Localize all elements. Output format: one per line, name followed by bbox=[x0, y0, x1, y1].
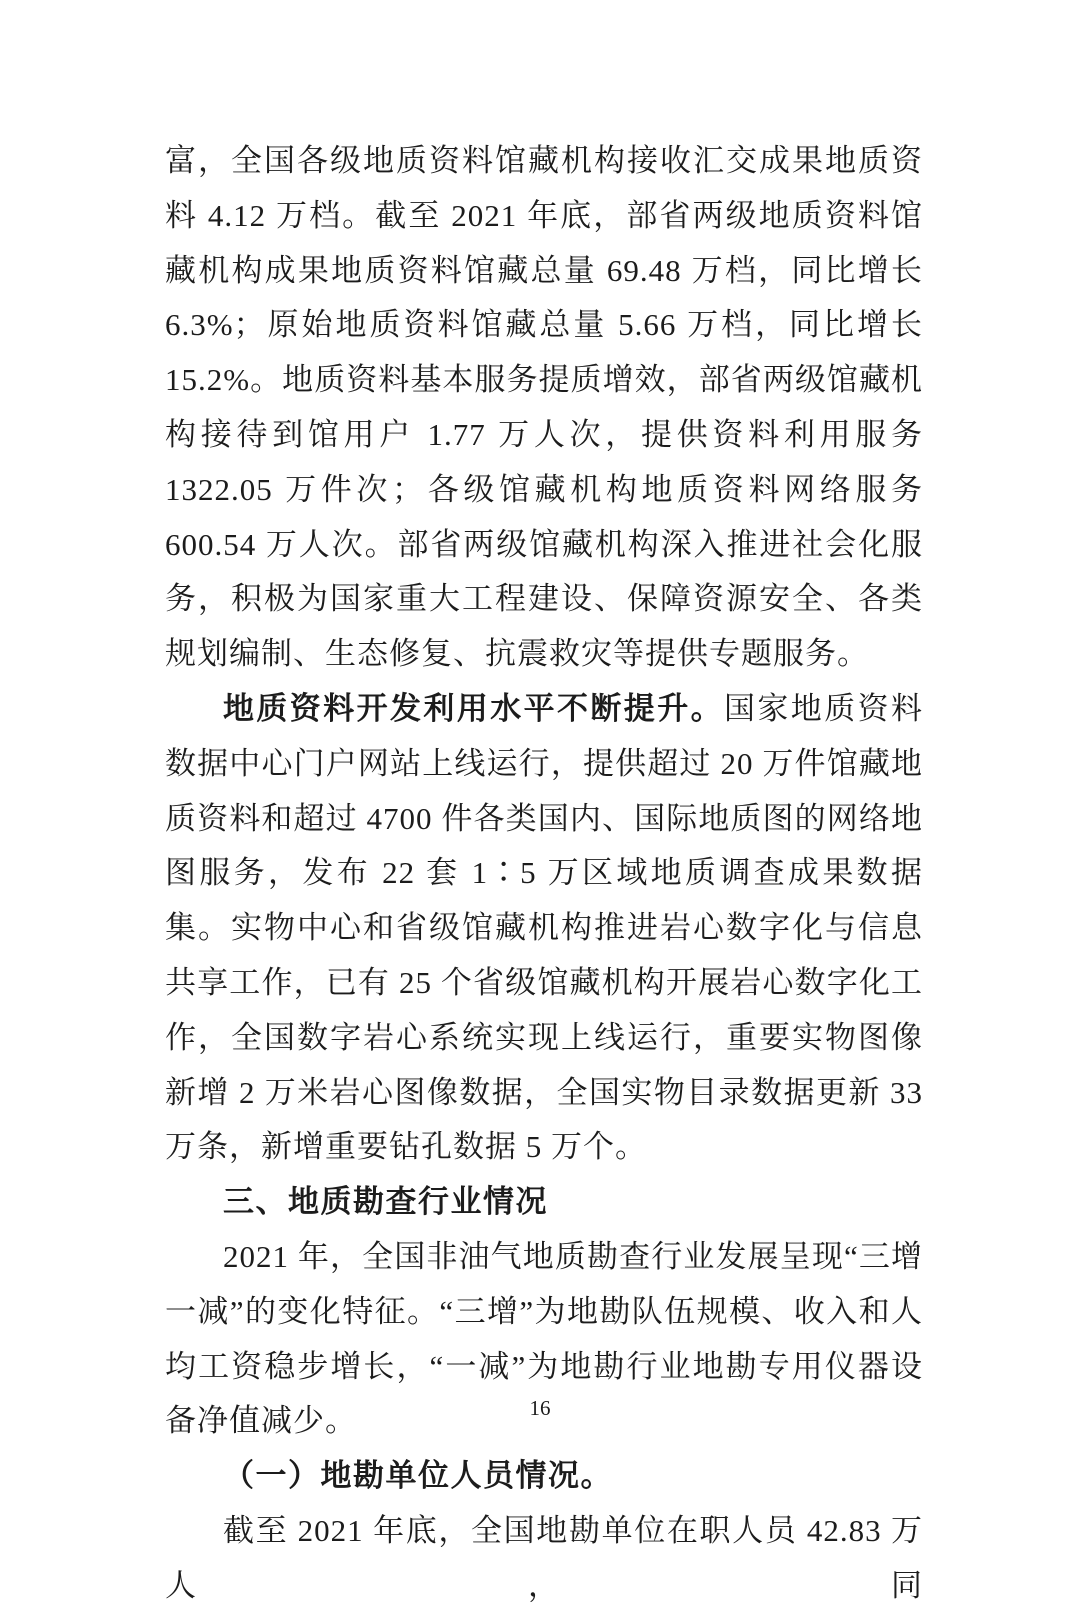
paragraph-personnel bbox=[165, 1504, 923, 1614]
text-column bbox=[165, 134, 923, 1614]
paragraph-text: 国家地质资料数据中心门户网站上线运行，提供超过 20 万件馆藏地质资料和超过 4700 件各类国内、国际地质图的网络地图服务，发布 22 套 1∶5 万区域地质调查成果数据集。实物中心和省级馆藏机构推进岩心数字化与信息共享工作，已有 25 个省级馆藏机构开展岩心数字化工作，全国数字岩心系统实现上线运行，重要实物图像新增 2 万米岩心图像数据，全国实物目录数据更新 33 万条，新增重要钻孔数据 5 万个。 bbox=[165, 690, 923, 1165]
subsection-heading-personnel: （一）地勘单位人员情况。 bbox=[223, 1458, 613, 1494]
paragraph-text: 截至 2021 年底，全国地勘单位在职人员 42.83 万人，同 bbox=[165, 1512, 923, 1603]
section-heading-geological-survey-industry: 三、地质勘查行业情况 bbox=[223, 1184, 548, 1220]
paragraph-text: 富，全国各级地质资料馆藏机构接收汇交成果地质资料 4.12 万档。截至 2021 年底，部省两级地质资料馆藏机构成果地质资料馆藏总量 69.48 万档，同比增长 6.3%；原始地质资料馆藏总量 5.66 万档，同比增长 15.2%。地质资料基本服务提质增效，部省两级馆藏机构接待到馆用户 1.77 万人次，提供资料利用服务 1322.05 万件次；各级馆藏机构地质资料网络服务 600.54 万人次。部省两级馆藏机构深入推进社会化服务，积极为国家重大工程建设、保障资源安全、各类规划编制、生态修复、抗震救灾等提供专题服务。 bbox=[165, 143, 923, 672]
paragraph-data-utilization bbox=[165, 682, 923, 1175]
paragraph-archive-statistics bbox=[165, 134, 923, 682]
bold-lead-sentence: 地质资料开发利用水平不断提升。 bbox=[223, 690, 724, 726]
paragraph-text: 2021 年，全国非油气地质勘查行业发展呈现“三增一减”的变化特征。“三增”为地勘队伍规模、收入和人均工资稳步增长，“一减”为地勘行业地勘专用仪器设备净值减少。 bbox=[165, 1238, 923, 1439]
page-number: 16 bbox=[529, 1396, 551, 1420]
